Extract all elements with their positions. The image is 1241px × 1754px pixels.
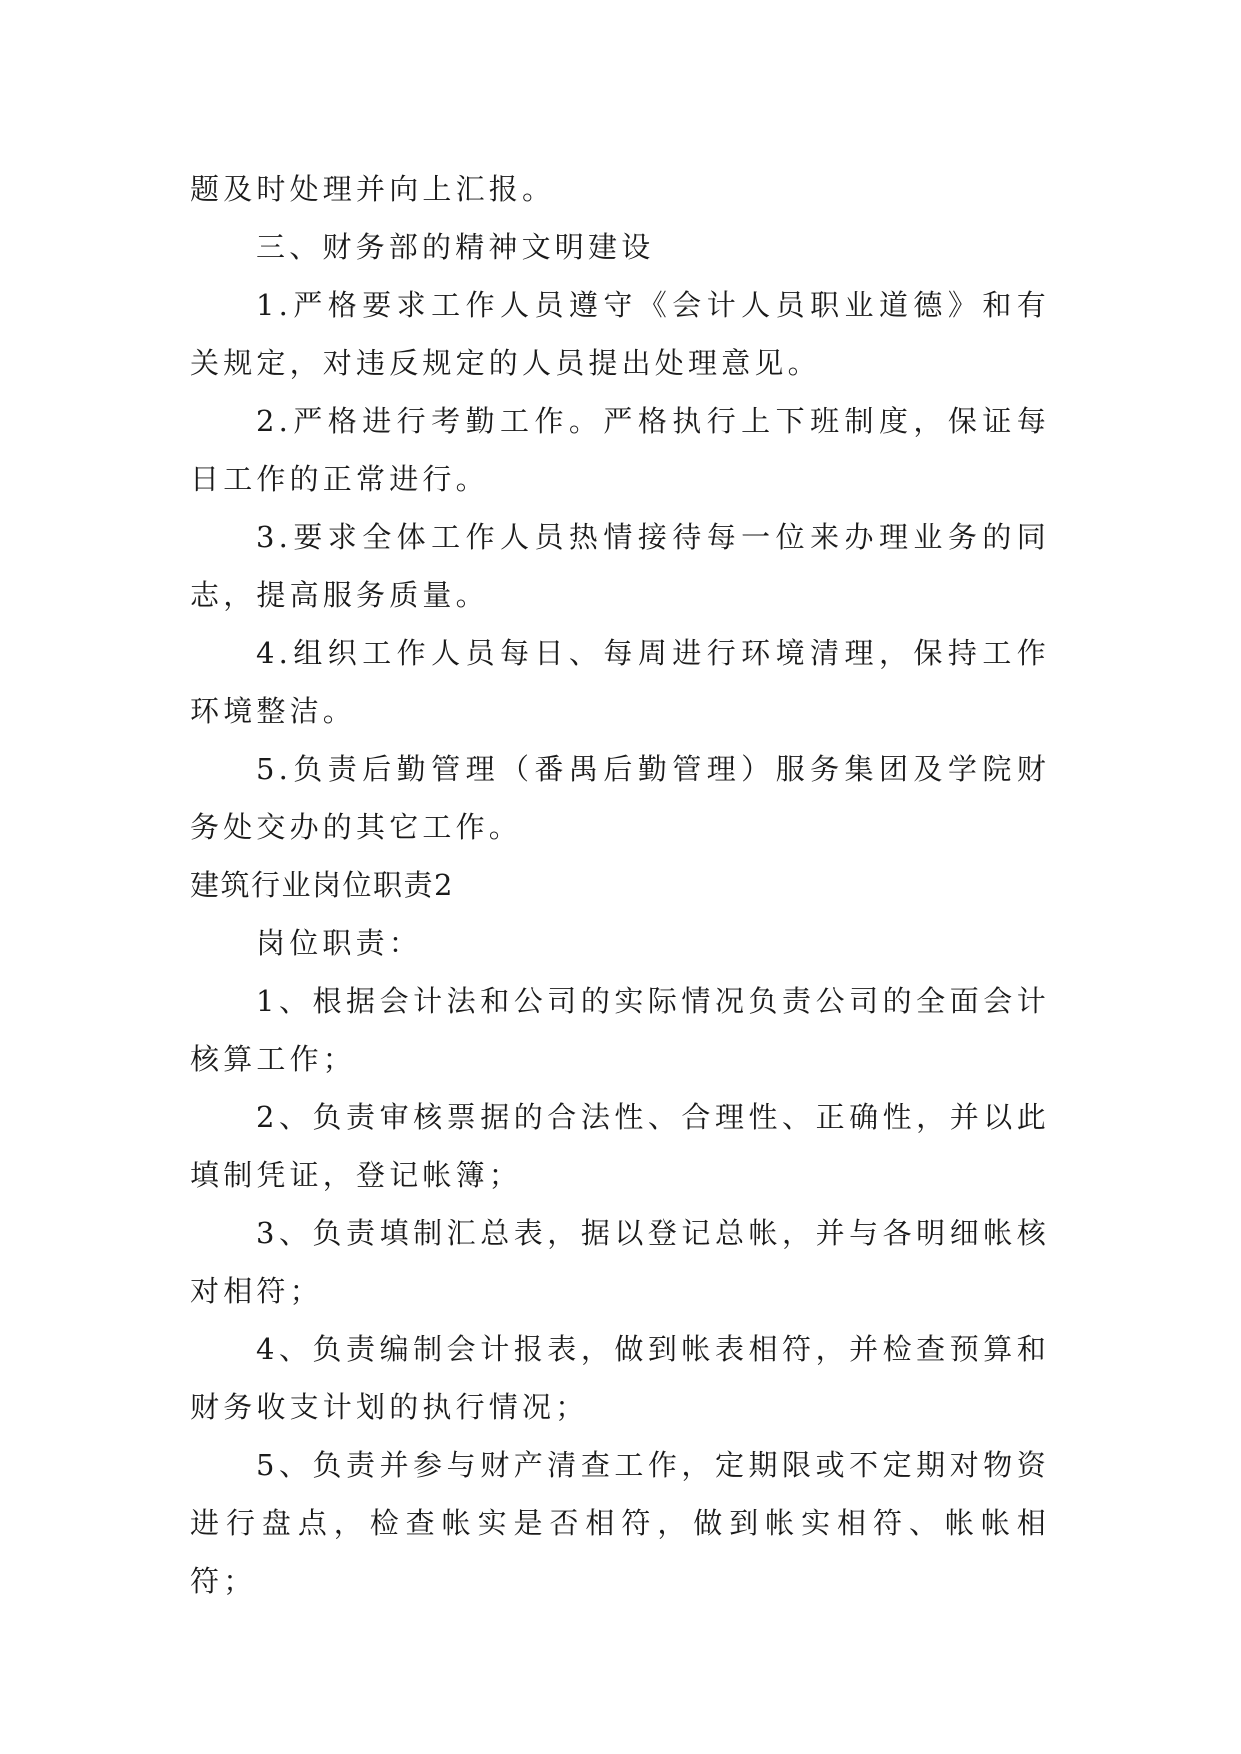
duty-item-1: 1、根据会计法和公司的实际情况负责公司的全面会计核算工作；	[190, 984, 1050, 1076]
section-title-civilization: 三、财务部的精神文明建设	[256, 230, 655, 264]
list-item-1: 1.严格要求工作人员遵守《会计人员职业道德》和有关规定，对违反规定的人员提出处理意见。	[190, 288, 1050, 380]
duty-item-5: 5、负责并参与财产清查工作，定期限或不定期对物资进行盘点，检查帐实是否相符，做到帐实相符、帐帐相符；	[190, 1448, 1050, 1598]
paragraph-continuation: 题及时处理并向上汇报。	[190, 172, 556, 206]
duties-label: 岗位职责：	[256, 926, 423, 960]
duty-item-4: 4、负责编制会计报表，做到帐表相符，并检查预算和财务收支计划的执行情况；	[190, 1332, 1050, 1424]
list-item-5: 5.负责后勤管理（番禺后勤管理）服务集团及学院财务处交办的其它工作。	[190, 752, 1050, 844]
duty-item-3: 3、负责填制汇总表，据以登记总帐，并与各明细帐核对相符；	[190, 1216, 1050, 1308]
list-item-3: 3.要求全体工作人员热情接待每一位来办理业务的同志，提高服务质量。	[190, 520, 1050, 612]
duty-item-2: 2、负责审核票据的合法性、合理性、正确性，并以此填制凭证，登记帐簿；	[190, 1100, 1050, 1192]
list-item-2: 2.严格进行考勤工作。严格执行上下班制度，保证每日工作的正常进行。	[190, 404, 1050, 496]
list-item-4: 4.组织工作人员每日、每周进行环境清理，保持工作环境整洁。	[190, 636, 1050, 728]
document-body	[190, 160, 1050, 1610]
section-heading: 建筑行业岗位职责2	[190, 868, 454, 902]
